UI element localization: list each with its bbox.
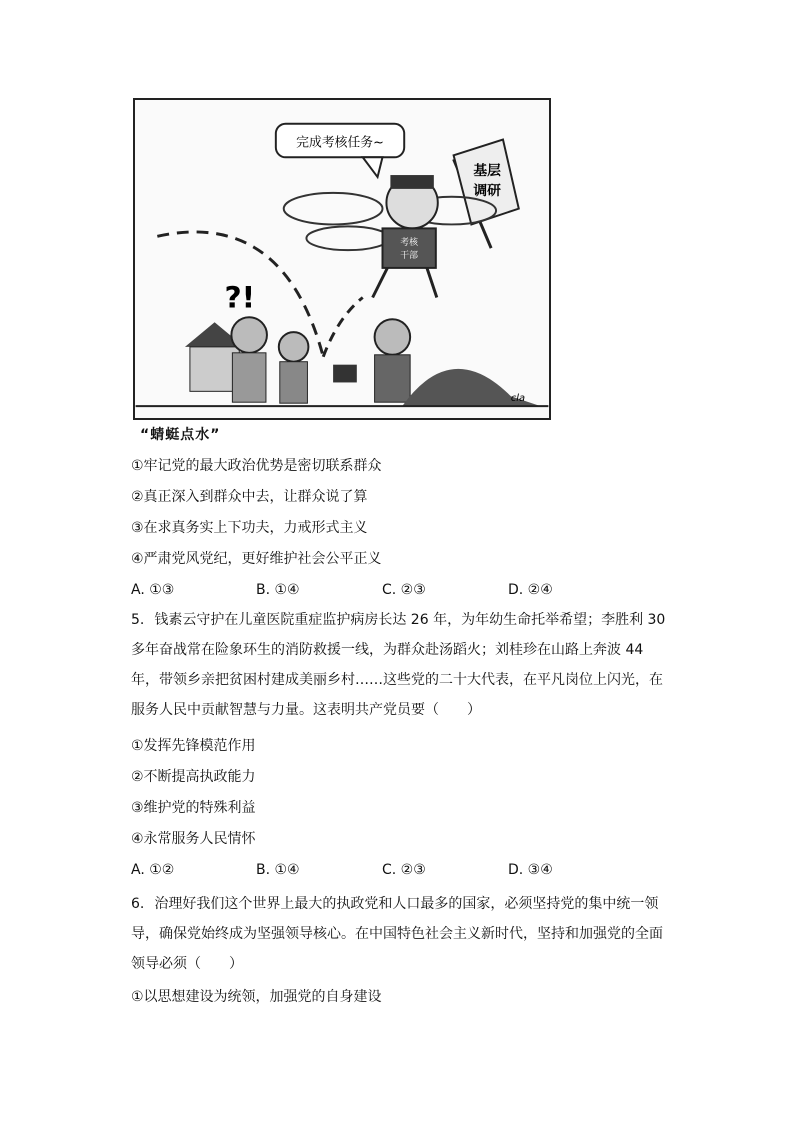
q6-text: 治理好我们这个世界上最大的执政党和人口最多的国家，必须坚持党的集中统一领导，确保党始终成为坚强领导核心。在中国特色社会主义新时代，坚持和加强党的全面领导必须（ ） [131, 896, 663, 972]
q5-item-2: ②不断提高执政能力 [131, 769, 256, 785]
q4-option-a[interactable]: A. ①③ [131, 582, 175, 598]
q5-option-c[interactable]: C. ②③ [382, 862, 426, 878]
cartoon-caption: “蜻蜓点水” [140, 427, 221, 443]
q6-stem [131, 889, 666, 979]
q5-text: 钱素云守护在儿童医院重症监护病房长达 26 年，为年幼生命托举希望；李胜利 30 多年奋战常在险象环生的消防救援一线，为群众赴汤蹈火；刘桂珍在山路上奔波 44 年，带领乡亲把贫困村建成美丽乡村……这些党的二十大代表，在平凡岗位上闪光，在服务人民中贡献智慧与力量。这表明共产党员要（ ） [131, 612, 666, 718]
badge-text-2: 干部 [400, 251, 419, 262]
q4-item-2: ②真正深入到群众中去，让群众说了算 [131, 489, 368, 505]
confusion-marks: ?! [224, 280, 256, 315]
artist-signature: cla [510, 393, 526, 405]
q5-option-a[interactable]: A. ①② [131, 862, 175, 878]
q4-option-d[interactable]: D. ②④ [508, 582, 553, 598]
q5-stem [131, 605, 666, 725]
q4-item-3: ③在求真务实上下功夫，力戒形式主义 [131, 520, 368, 536]
q6-number: 6. [131, 896, 145, 912]
q6-item-1: ①以思想建设为统领，加强党的自身建设 [131, 989, 382, 1005]
q5-option-d[interactable]: D. ③④ [508, 862, 553, 878]
q4-item-4: ④严肃党风党纪，更好维护社会公平正义 [131, 551, 382, 567]
q4-option-c[interactable]: C. ②③ [382, 582, 426, 598]
cartoon-illustration [133, 98, 551, 420]
speech-text: 完成考核任务~ [296, 135, 384, 151]
q5-item-4: ④永常服务人民情怀 [131, 831, 256, 847]
q4-item-1: ①牢记党的最大政治优势是密切联系群众 [131, 458, 382, 474]
flag-text-1: 基层 [473, 163, 501, 180]
badge-text-1: 考核 [400, 238, 419, 249]
q5-number: 5. [131, 612, 145, 628]
q5-item-3: ③维护党的特殊利益 [131, 800, 256, 816]
q4-option-b[interactable]: B. ①④ [256, 582, 300, 598]
q5-item-1: ①发挥先锋模范作用 [131, 738, 256, 754]
q5-option-b[interactable]: B. ①④ [256, 862, 300, 878]
flag-text-2: 调研 [473, 182, 501, 199]
